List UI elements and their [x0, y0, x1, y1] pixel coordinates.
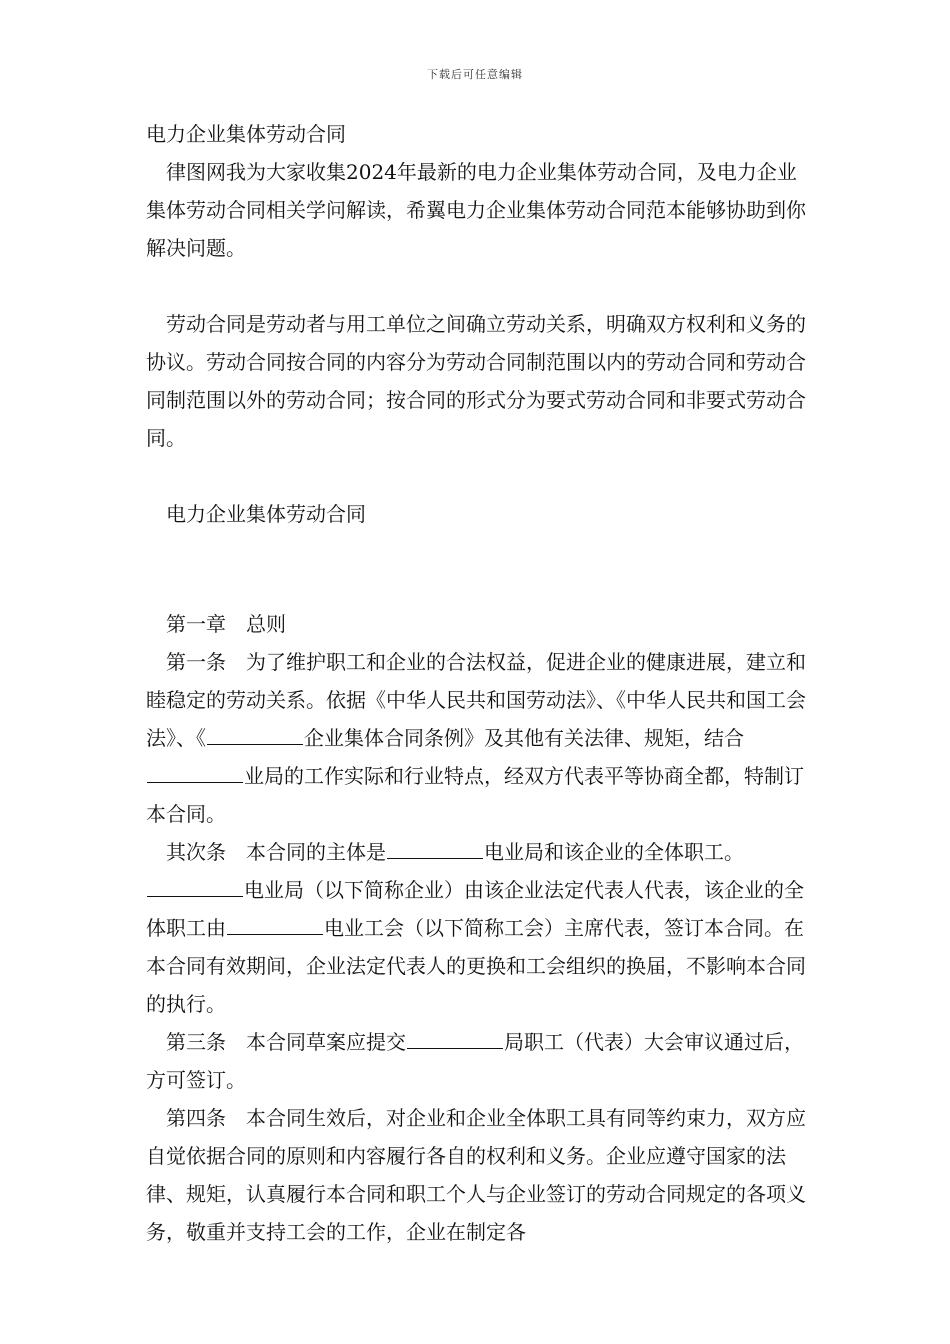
article-2-cont: [146, 871, 814, 1023]
paragraph-gap: [146, 457, 814, 495]
article-3-text-b: 局职工（代表）大会审议通过后，方可签订。: [146, 1030, 804, 1092]
article-3: [146, 1023, 814, 1099]
article-2-text-c: 电业局（以下简称企业）由该企业法定代表人代表，该企业的全体职工由: [146, 878, 804, 940]
paragraph-gap: [146, 533, 814, 605]
article-2-text-d: 电业工会（以下简称工会）主席代表，签订本合同。在本合同有效期间，企业法定代表人的更换和工会组织的换届，不影响本合同的执行。: [146, 916, 806, 1016]
article-1-text-a: 第一条 为了维护职工和企业的合法权益，促进企业的健康进展，建立和睦稳定的劳动关系。依据《中华人民共和国劳动法》、《中华人民共和国工会法》、《: [146, 650, 806, 750]
intro-paragraph: 律图网我为大家收集2024年最新的电力企业集体劳动合同，及电力企业集体劳动合同相关学问解读，希翼电力企业集体劳动合同范本能够协助到你解决问题。: [146, 160, 806, 260]
article-3-text-a: 第三条 本合同草案应提交: [166, 1030, 406, 1054]
article-4: 第四条 本合同生效后，对企业和企业全体职工具有同等约束力，双方应自觉依据合同的原则和内容履行各自的权利和义务。企业应遵守国家的法律、规矩，认真履行本合同和职工个人与企业签订的劳动合同规定的各项义务，敬重并支持工会的工作，企业在制定各: [146, 1106, 806, 1244]
paragraph-gap: [146, 267, 814, 305]
fill-blank: [147, 874, 243, 897]
contract-subtitle: 电力企业集体劳动合同: [166, 502, 366, 526]
article-2: [146, 833, 814, 871]
article-1: [146, 643, 814, 833]
article-2-text-a: 其次条 本合同的主体是: [166, 840, 386, 864]
document-body: [146, 115, 814, 1251]
article-2-text-b: 电业局和该企业的全体职工。: [484, 840, 744, 864]
fill-blank: [147, 760, 243, 783]
definition-paragraph: 劳动合同是劳动者与用工单位之间确立劳动关系，明确双方权利和义务的协议。劳动合同按合同的内容分为劳动合同制范围以内的劳动合同和劳动合同制范围以外的劳动合同；按合同的形式分为要式劳动合同和非要式劳动合同。: [146, 312, 806, 450]
fill-blank: [227, 912, 323, 935]
header-note: 下载后可任意编辑: [427, 68, 523, 81]
fill-blank: [407, 1026, 503, 1049]
document-title: 电力企业集体劳动合同: [146, 122, 346, 146]
fill-blank: [207, 722, 303, 745]
article-1-text-c: 业局的工作实际和行业特点，经双方代表平等协商全都，特制订本合同。: [146, 764, 804, 826]
article-1-text-b: 企业集体合同条例》及其他有关法律、规矩，结合: [304, 726, 744, 750]
fill-blank: [387, 836, 483, 859]
chapter-heading: 第一章 总则: [166, 612, 286, 636]
